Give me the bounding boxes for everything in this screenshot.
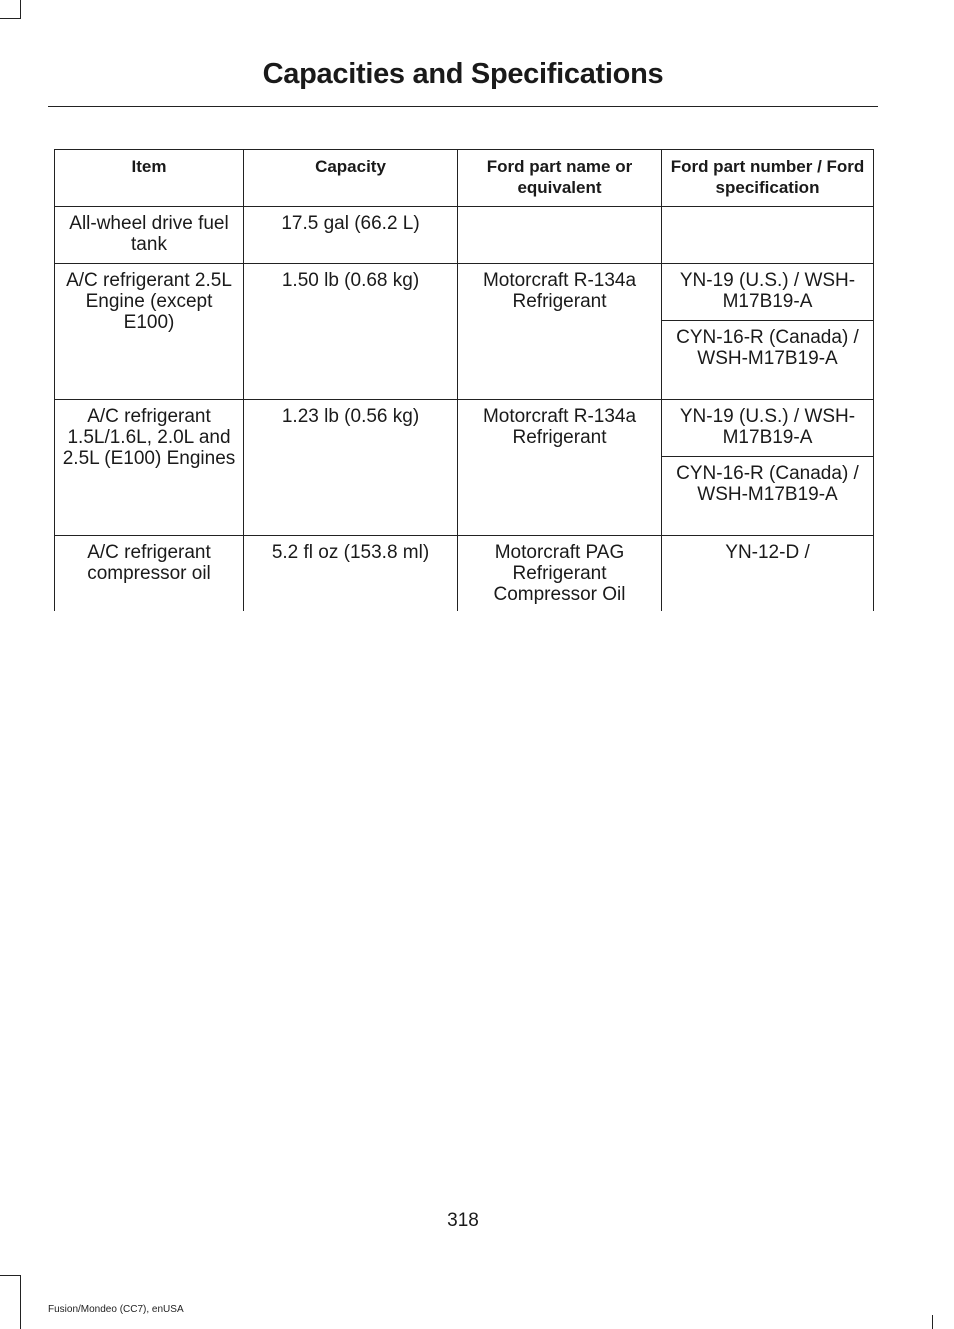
cell-part-name: Motorcraft PAG Refrigerant Compressor Oil (458, 536, 662, 612)
cell-part-name: Motorcraft R-134a Refrigerant (458, 264, 662, 400)
table-row (55, 207, 874, 264)
cell-capacity: 17.5 gal (66.2 L) (244, 207, 458, 264)
crop-mark (0, 1275, 20, 1276)
column-header-part-number: Ford part number / Ford specification (662, 150, 874, 207)
cell-capacity: 1.50 lb (0.68 kg) (244, 264, 458, 400)
cell-part-number: CYN-16-R (Canada) / WSH-M17B19-A (662, 457, 874, 536)
table-row (55, 264, 874, 321)
column-header-capacity: Capacity (244, 150, 458, 207)
cell-part-name (458, 207, 662, 264)
cell-part-number: CYN-16-R (Canada) / WSH-M17B19-A (662, 321, 874, 400)
cell-part-number: YN-12-D / (662, 536, 874, 612)
column-header-part-name: Ford part name or equivalent (458, 150, 662, 207)
cell-capacity: 5.2 fl oz (153.8 ml) (244, 536, 458, 612)
column-header-item: Item (55, 150, 244, 207)
crop-mark (20, 1275, 21, 1329)
cell-capacity: 1.23 lb (0.56 kg) (244, 400, 458, 536)
crop-mark (932, 1315, 933, 1329)
cell-item: A/C refrigerant 1.5L/1.6L, 2.0L and 2.5L (E100) Engines (55, 400, 244, 536)
cell-item: A/C refrigerant 2.5L Engine (except E100) (55, 264, 244, 400)
table-row (55, 536, 874, 612)
cell-item: A/C refrigerant compressor oil (55, 536, 244, 612)
cell-item: All-wheel drive fuel tank (55, 207, 244, 264)
capacities-table (54, 149, 874, 611)
edition-footer: Fusion/Mondeo (CC7), enUSA (48, 1304, 184, 1315)
title-divider (48, 106, 878, 107)
cell-part-number (662, 207, 874, 264)
table-header-row (55, 150, 874, 207)
cell-part-name: Motorcraft R-134a Refrigerant (458, 400, 662, 536)
page-title: Capacities and Specifications (262, 58, 664, 90)
cell-part-number: YN-19 (U.S.) / WSH-M17B19-A (662, 264, 874, 321)
table-row (55, 400, 874, 457)
page-number: 318 (447, 1210, 479, 1231)
cell-part-number: YN-19 (U.S.) / WSH-M17B19-A (662, 400, 874, 457)
crop-mark (20, 0, 21, 19)
crop-mark (0, 18, 20, 19)
